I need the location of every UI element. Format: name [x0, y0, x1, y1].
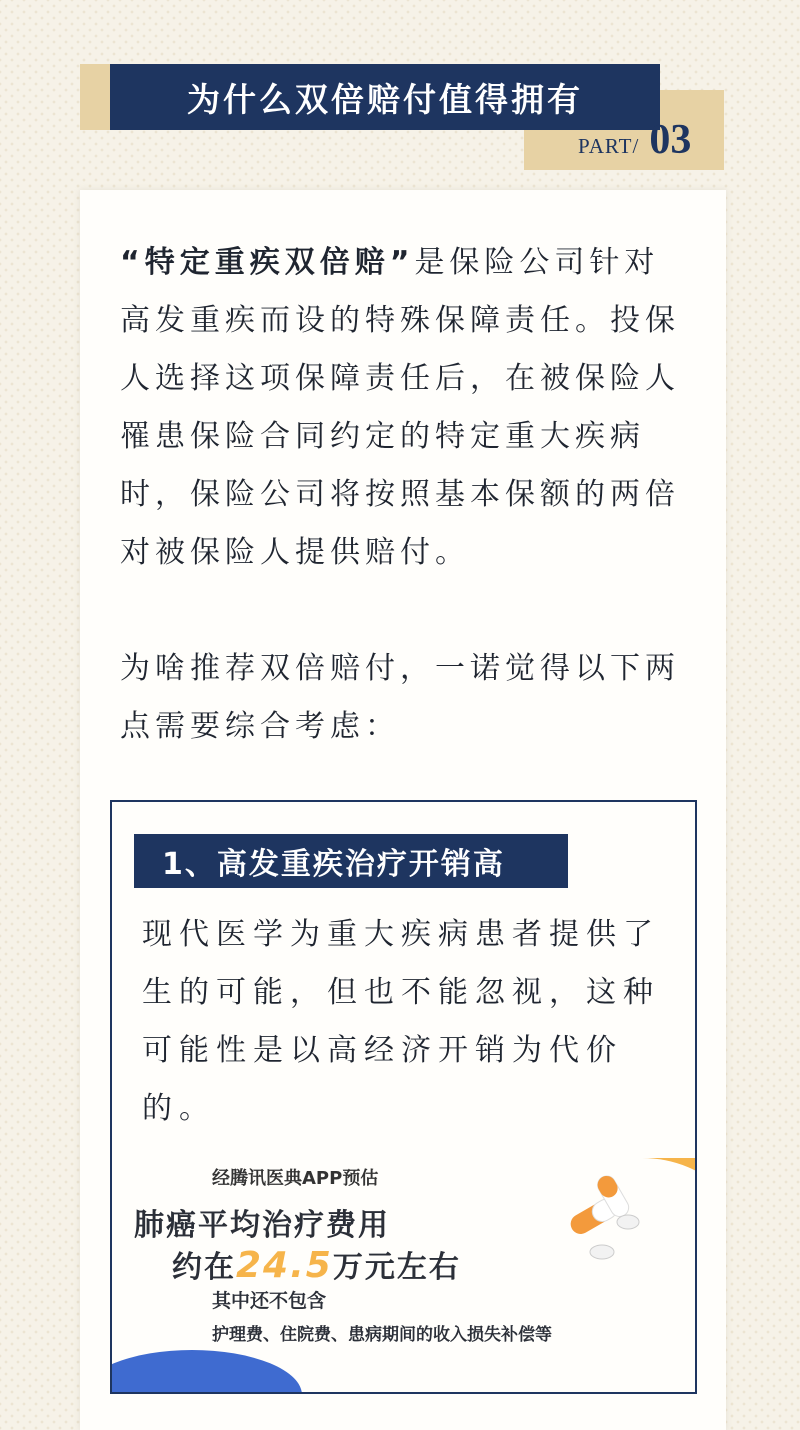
stat-note-detail: 护理费、住院费、患病期间的收入损失补偿等 — [212, 1325, 552, 1345]
point-title: 1、高发重疾治疗开销高 — [134, 834, 568, 888]
part-number: 03 — [649, 117, 692, 163]
point-text: 现代医学为重大疾病患者提供了生的可能，但也不能忽视，这种可能性是以高经济开销为代价的。 — [142, 917, 660, 1126]
quote-open: “ — [120, 245, 145, 280]
header-accent-left — [80, 64, 112, 130]
quote-close: ” — [389, 245, 415, 280]
point-box — [110, 800, 697, 1394]
stat-amount-prefix: 约在 — [172, 1250, 236, 1285]
section-title: 为什么双倍赔付值得拥有 — [110, 64, 660, 130]
intro-highlight: 特定重疾双倍赔 — [144, 245, 390, 280]
blue-decoration — [110, 1350, 302, 1394]
intro-paragraph — [120, 234, 692, 582]
stat-amount: 24.5 — [236, 1245, 333, 1286]
stat-amount-suffix: 万元左右 — [332, 1250, 461, 1285]
intro-text: 是保险公司针对高发重疾而设的特殊保障责任。投保人选择这项保障责任后，在被保险人罹患保险合同约定的特定重大疾病时，保险公司将按照基本保额的两倍对被保险人提供赔付。 — [120, 245, 680, 570]
part-marker — [578, 116, 691, 164]
part-label: PART/ — [578, 134, 640, 158]
stat-note: 其中还不包含 — [212, 1290, 327, 1312]
reason-intro: 为啥推荐双倍赔付，一诺觉得以下两点需要综合考虑： — [120, 651, 680, 744]
stat-amount-line — [172, 1242, 461, 1286]
pills-icon — [558, 1164, 648, 1264]
stat-source: 经腾讯医典APP预估 — [212, 1168, 379, 1189]
stat-headline: 肺癌平均治疗费用 — [134, 1208, 390, 1243]
